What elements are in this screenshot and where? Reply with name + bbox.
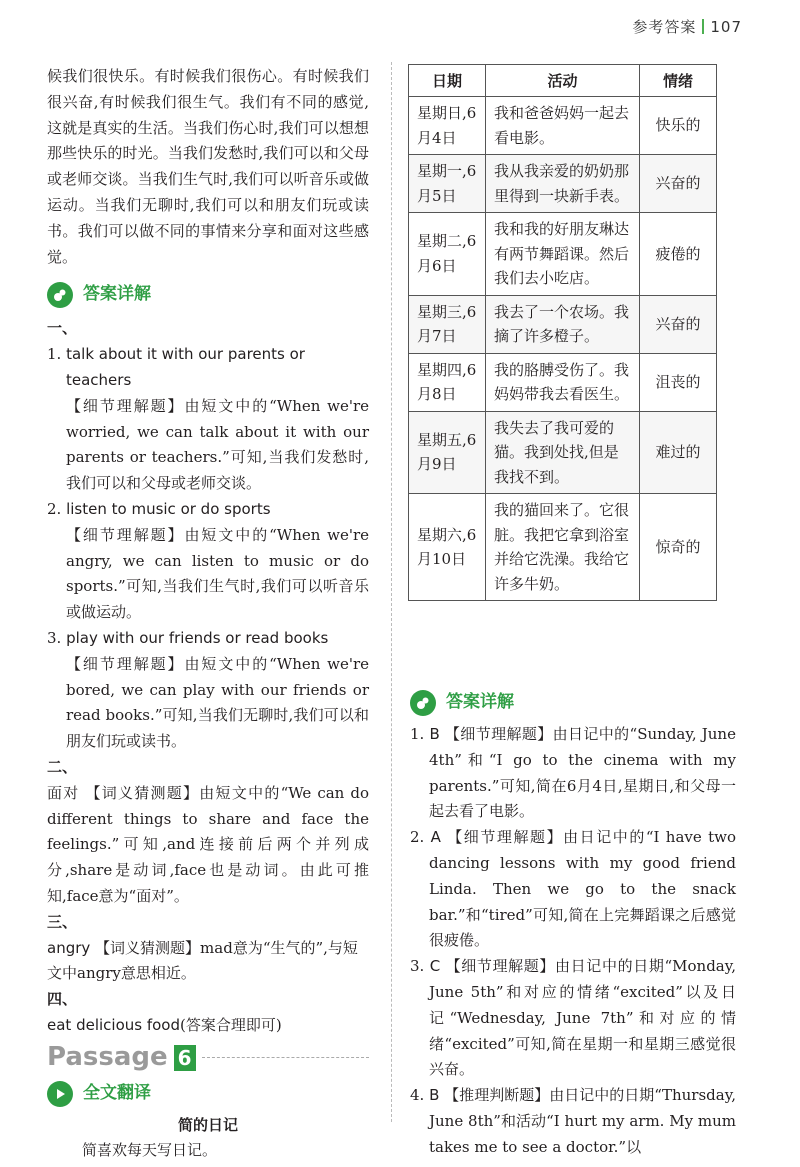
table-row — [409, 494, 717, 601]
table-row — [409, 213, 717, 296]
answer-icon — [47, 282, 73, 308]
table-row — [409, 411, 717, 494]
table-header-row — [409, 65, 717, 97]
header-mood: 情绪 — [640, 65, 717, 97]
cell-activity: 我和我的好朋友琳达有两节舞蹈课。然后我们去小吃店。 — [486, 213, 640, 296]
right-item-3: 3. C 【细节理解题】由日记中的日期“Monday, June 5th”和对应的情绪“excited”以及日记“Wednesday, June 7th”和对应的情绪“excited”可知,简在星期一和星期三感觉很兴奋。 — [410, 957, 736, 1079]
answer-icon — [410, 690, 436, 716]
answer-letter: C — [429, 957, 441, 976]
header-divider — [702, 19, 704, 34]
table-row — [409, 295, 717, 353]
header-date: 日期 — [409, 65, 486, 97]
page-number: 107 — [710, 18, 742, 36]
cell-mood: 疲倦的 — [640, 213, 717, 296]
diary-title: 简的日记 — [177, 1115, 238, 1134]
part1-label: 一、 — [47, 319, 78, 338]
part2-content: 面对 【词义猜测题】由短文中的“We can do different things to share and face the feelings.”可知,and连接前后两个并列成分,share是动词,face也是动词。由此可推知,face意为“面对”。 — [47, 783, 369, 905]
header-activity: 活动 — [486, 65, 640, 97]
cell-date: 星期四,6月8日 — [409, 353, 486, 411]
answer-letter: A — [430, 828, 441, 847]
table-row — [409, 155, 717, 213]
cell-mood: 快乐的 — [640, 97, 717, 155]
intro-text: 候我们很快乐。有时候我们很伤心。有时候我们很兴奋,有时候我们很生气。我们有不同的感觉,这就是真实的生活。当我们伤心时,我们可以想想那些快乐的时光。当我们发愁时,我们可以和父母或老师交谈。当我们生气时,我们可以听音乐或做运动。当我们无聊时,我们可以和朋友们玩或读书。我们可以做不同的事情来分享和面对这些感觉。 — [47, 67, 369, 266]
right-item-4: 4. B 【推理判断题】由日记中的日期“Thursday, June 8th”和活动“I hurt my arm. My mum takes me to see a doctor.”以 — [410, 1086, 736, 1156]
answer-heading-text: 答案详解 — [83, 284, 151, 305]
cell-activity: 我去了一个农场。我摘了许多橙子。 — [486, 295, 640, 353]
translation-heading — [47, 1081, 369, 1107]
cell-date: 星期五,6月9日 — [409, 411, 486, 494]
diary-first-line: 简喜欢每天写日记。 — [82, 1141, 218, 1160]
cell-activity: 我和爸爸妈妈一起去看电影。 — [486, 97, 640, 155]
part2-label: 二、 — [47, 757, 78, 776]
part4-label: 四、 — [47, 990, 78, 1009]
cell-activity: 我的猫回来了。它很脏。我把它拿到浴室并给它洗澡。我给它许多牛奶。 — [486, 494, 640, 601]
answer-heading-left — [47, 282, 369, 308]
part1-item-2: 2. listen to music or do sports 【细节理解题】由短文中的“When we're angry, we can listen to music or do sports.”可知,当我们生气时,我们可以听音乐或做运动。 — [47, 497, 369, 626]
cell-mood: 兴奋的 — [640, 295, 717, 353]
part3-content: angry 【词义猜测题】mad意为“生气的”,与短文中angry意思相近。 — [47, 938, 358, 983]
passage-title — [47, 1041, 369, 1072]
table-row — [409, 353, 717, 411]
explain-text: 【细节理解题】由日记中的日期“Monday, June 5th”和对应的情绪“excited”以及日记“Wednesday, June 7th”和对应的情绪“excited”可知,简在星期一和星期三感觉很兴奋。 — [429, 957, 736, 1079]
column-divider — [391, 62, 392, 1122]
right-answers — [410, 690, 736, 1161]
passage-number: 6 — [174, 1045, 196, 1071]
explain-text: 【细节理解题】由日记中的“I have two dancing lessons with my good friend Linda. Then we go to the snack bar.”和“tired”可知,简在上完舞蹈课之后感觉很疲倦。 — [429, 828, 736, 950]
answer-text: play with our friends or read books — [66, 628, 329, 647]
passage-rule — [202, 1057, 369, 1058]
left-column — [47, 64, 369, 1164]
explain-text: 【细节理解题】由日记中的“Sunday, June 4th”和“I go to the cinema with my parents.”可知,简在6月4日,星期日,和父母一起去看了电影。 — [429, 725, 736, 821]
diary-table — [408, 64, 717, 601]
explain-text: 【细节理解题】由短文中的“When we're worried, we can talk about it with our parents or teachers.”可知,当我们发愁时,我们可以和父母或老师交谈。 — [66, 396, 369, 493]
header-section: 参考答案 — [632, 18, 697, 36]
cell-mood: 兴奋的 — [640, 155, 717, 213]
explain-text: 【细节理解题】由短文中的“When we're bored, we can play with our friends or read books.”可知,当我们无聊时,我们可以和朋友们玩或读书。 — [66, 654, 369, 751]
answer-heading-right — [410, 690, 736, 716]
right-item-1: 1. B 【细节理解题】由日记中的“Sunday, June 4th”和“I go to the cinema with my parents.”可知,简在6月4日,星期日,和父母一起去看了电影。 — [410, 725, 736, 821]
part1-item-3: 3. play with our friends or read books 【细节理解题】由短文中的“When we're bored, we can play with our friends or read books.”可知,当我们无聊时,我们可以和朋友们玩或读书。 — [47, 626, 369, 755]
answer-heading-text: 答案详解 — [446, 692, 514, 713]
cell-activity: 我的胳膊受伤了。我妈妈带我去看医生。 — [486, 353, 640, 411]
diary-table-wrap — [408, 64, 717, 601]
cell-activity: 我失去了我可爱的猫。我到处找,但是我找不到。 — [486, 411, 640, 494]
part3-label: 三、 — [47, 912, 78, 931]
page-header — [632, 16, 742, 37]
explain-text: 【细节理解题】由短文中的“When we're angry, we can listen to music or do sports.”可知,当我们生气时,我们可以听音乐或做运动。 — [66, 525, 369, 622]
cell-date: 星期一,6月5日 — [409, 155, 486, 213]
explain-text: 【推理判断题】由日记中的日期“Thursday, June 8th”和活动“I hurt my arm. My mum takes me to see a doctor.”以 — [429, 1086, 736, 1156]
passage-word: Passage — [47, 1041, 168, 1072]
cell-date: 星期二,6月6日 — [409, 213, 486, 296]
cell-date: 星期日,6月4日 — [409, 97, 486, 155]
cell-mood: 难过的 — [640, 411, 717, 494]
part1-item-1: 1. talk about it with our parents or teachers 【细节理解题】由短文中的“When we're worried, we can talk about it with our parents or teachers.”可知,当我们发愁时,我们可以和父母或老师交谈。 — [47, 342, 369, 497]
part4-content: eat delicious food(答案合理即可) — [47, 1015, 282, 1034]
cell-date: 星期六,6月10日 — [409, 494, 486, 601]
play-icon — [47, 1081, 73, 1107]
answer-letter: B — [429, 725, 440, 743]
cell-activity: 我从我亲爱的奶奶那里得到一块新手表。 — [486, 155, 640, 213]
answer-letter: B — [429, 1086, 440, 1105]
right-item-2: 2. A 【细节理解题】由日记中的“I have two dancing lessons with my good friend Linda. Then we go to the snack bar.”和“tired”可知,简在上完舞蹈课之后感觉很疲倦。 — [410, 828, 736, 950]
table-row — [409, 97, 717, 155]
answer-text: listen to music or do sports — [66, 499, 271, 518]
translation-heading-text: 全文翻译 — [83, 1082, 151, 1103]
cell-mood: 惊奇的 — [640, 494, 717, 601]
cell-mood: 沮丧的 — [640, 353, 717, 411]
answer-text: talk about it with our parents or teachers — [66, 345, 305, 389]
cell-date: 星期三,6月7日 — [409, 295, 486, 353]
